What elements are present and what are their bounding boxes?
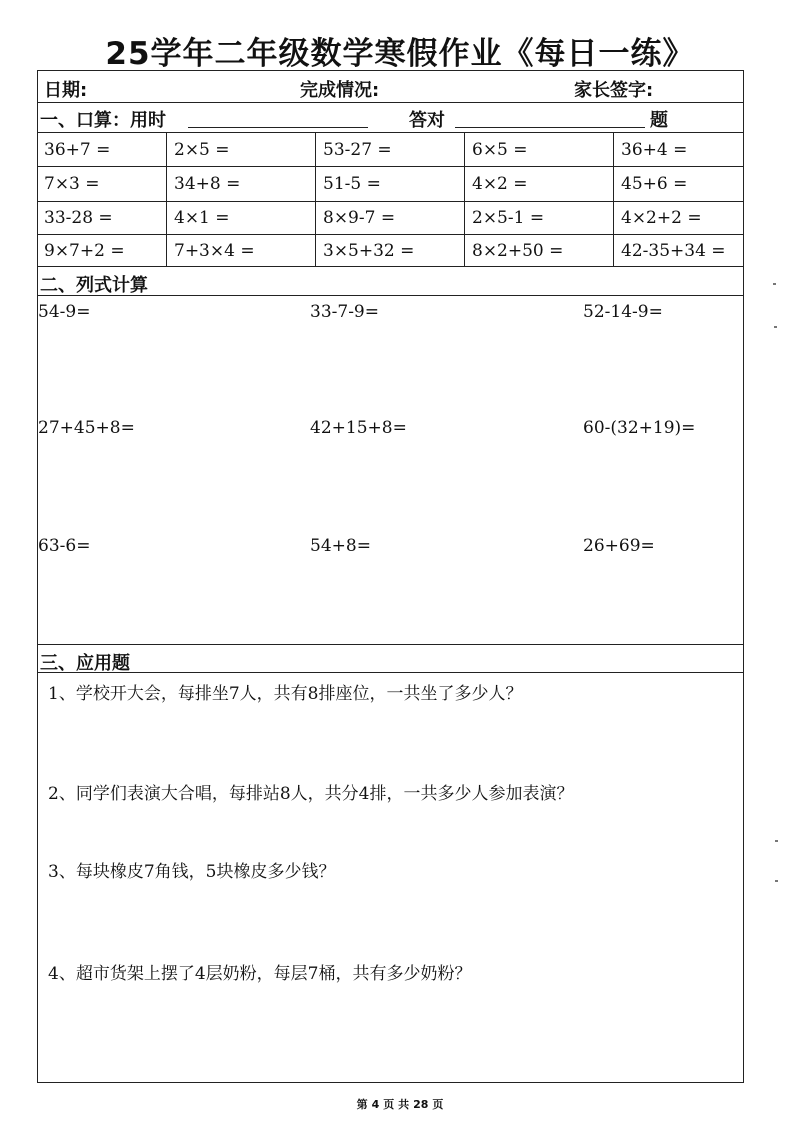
oral-calc-cell: 51-5 =	[323, 174, 381, 194]
divider	[38, 102, 743, 103]
page-suffix: 页	[432, 1098, 444, 1111]
grid-line	[38, 201, 743, 202]
grid-line	[613, 132, 614, 266]
scan-speck	[775, 840, 778, 842]
word-problem: 2、同学们表演大合唱，每排站8人，共分4排，一共多少人参加表演？	[48, 784, 574, 804]
questions-unit-label: 题	[650, 110, 668, 131]
calc-problem: 42+15+8=	[310, 418, 407, 438]
divider	[38, 132, 743, 133]
parent-sign-label: 家长签字:	[574, 80, 654, 101]
grid-line	[38, 266, 743, 267]
divider	[38, 672, 743, 673]
worksheet	[37, 70, 744, 1083]
section2-heading: 二、列式计算	[40, 275, 148, 296]
oral-calc-cell: 45+6 =	[621, 174, 688, 194]
scan-speck	[773, 283, 776, 285]
page-title: 25学年二年级数学寒假作业《每日一练》	[105, 36, 695, 72]
oral-calc-cell: 9×7+2 =	[44, 241, 125, 261]
divider	[38, 644, 743, 645]
calc-problem: 33-7-9=	[310, 302, 379, 322]
oral-calc-cell: 2×5 =	[174, 140, 230, 160]
correct-label: 答对	[409, 110, 445, 131]
scan-speck	[774, 326, 777, 328]
calc-problem: 52-14-9=	[583, 302, 663, 322]
oral-calc-cell: 7+3×4 =	[174, 241, 255, 261]
oral-calc-cell: 36+4 =	[621, 140, 688, 160]
oral-calc-cell: 4×2 =	[472, 174, 528, 194]
scan-speck	[775, 880, 778, 882]
page-footer	[0, 1096, 800, 1112]
page-number: 4	[371, 1098, 380, 1111]
oral-calc-cell: 7×3 =	[44, 174, 100, 194]
calc-problem: 26+69=	[583, 536, 655, 556]
oral-calc-cell: 34+8 =	[174, 174, 241, 194]
grid-line	[38, 166, 743, 167]
word-problem: 4、超市货架上摆了4层奶粉，每层7桶，共有多少奶粉？	[48, 964, 472, 984]
page-total: 28	[413, 1098, 429, 1111]
correct-blank	[455, 127, 645, 128]
oral-calc-cell: 4×2+2 =	[621, 208, 702, 228]
oral-calc-cell: 42-35+34 =	[621, 241, 726, 261]
section1-heading: 一、口算：用时	[40, 110, 166, 131]
word-problem: 3、每块橡皮7角钱，5块橡皮多少钱？	[48, 862, 336, 882]
calc-problem: 27+45+8=	[38, 418, 135, 438]
calc-problem: 54+8=	[310, 536, 371, 556]
calc-problem: 54-9=	[38, 302, 91, 322]
oral-calc-cell: 36+7 =	[44, 140, 111, 160]
oral-calc-cell: 3×5+32 =	[323, 241, 415, 261]
oral-calc-cell: 2×5-1 =	[472, 208, 545, 228]
oral-calc-cell: 33-28 =	[44, 208, 113, 228]
divider	[38, 295, 743, 296]
grid-line	[166, 132, 167, 266]
date-label: 日期:	[44, 80, 88, 101]
word-problem: 1、学校开大会，每排坐7人，共有8排座位，一共坐了多少人？	[48, 684, 523, 704]
oral-calc-cell: 8×2+50 =	[472, 241, 564, 261]
oral-calc-cell: 8×9-7 =	[323, 208, 396, 228]
section3-heading: 三、应用题	[40, 653, 130, 674]
oral-calc-cell: 4×1 =	[174, 208, 230, 228]
grid-line	[38, 234, 743, 235]
grid-line	[315, 132, 316, 266]
page-prefix: 第	[356, 1098, 368, 1111]
page-mid: 页 共	[383, 1098, 410, 1111]
completion-label: 完成情况:	[300, 80, 380, 101]
calc-problem: 63-6=	[38, 536, 91, 556]
time-blank	[188, 127, 368, 128]
grid-line	[464, 132, 465, 266]
oral-calc-cell: 53-27 =	[323, 140, 392, 160]
calc-problem: 60-(32+19)=	[583, 418, 696, 438]
oral-calc-cell: 6×5 =	[472, 140, 528, 160]
